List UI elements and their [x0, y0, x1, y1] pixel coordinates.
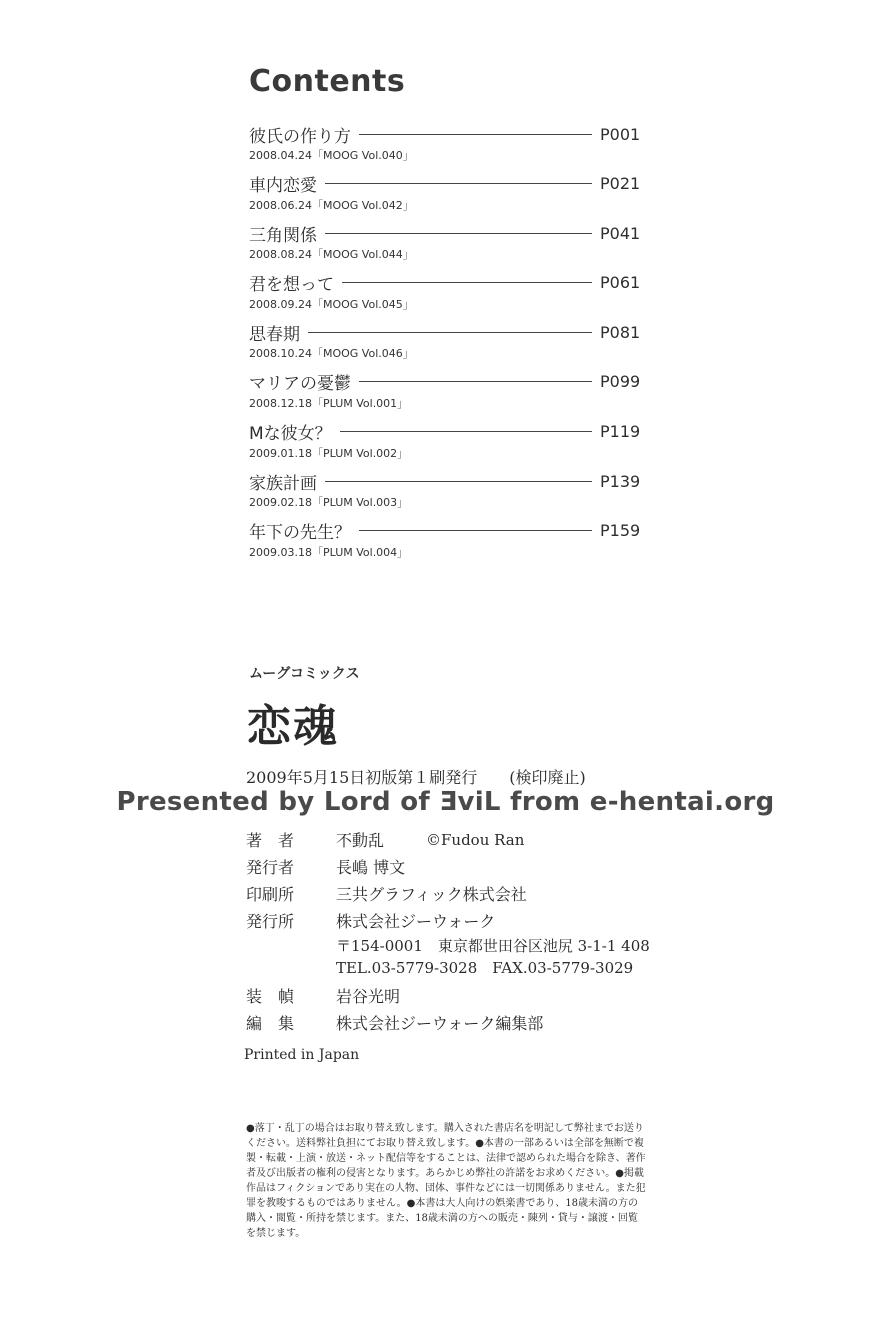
- toc-page-number: P099: [600, 372, 641, 392]
- toc-source: 2008.12.18「PLUM Vol.001」: [249, 396, 409, 410]
- colophon-row-phone: [246, 956, 650, 978]
- toc-source: 2008.08.24「MOOG Vol.044」: [249, 248, 414, 262]
- toc-story-title: 彼氏の作り方: [249, 126, 351, 147]
- colophon-row-address: [246, 934, 650, 956]
- toc-entry: [249, 122, 644, 172]
- toc-story-title: 君を想って: [249, 275, 334, 296]
- toc-leader-line: [359, 530, 592, 531]
- toc-story-title: Mな彼女？: [249, 424, 332, 445]
- issuer-phone: TEL.03-5779-3028 FAX.03-5779-3029: [336, 958, 634, 977]
- design-label: 装 幀: [246, 987, 295, 1006]
- toc-source: 2008.04.24「MOOG Vol.040」: [249, 149, 414, 162]
- toc-source: 2009.01.18「PLUM Vol.002」: [249, 446, 409, 460]
- table-of-contents: [249, 122, 644, 568]
- toc-source: 2008.09.24「MOOG Vol.045」: [249, 297, 414, 311]
- toc-entry: [249, 320, 644, 370]
- publisher-name: 長嶋 博文: [336, 858, 406, 877]
- issuer-address: 〒154-0001 東京都世田谷区池尻 3-1-1 408: [336, 936, 650, 955]
- legal-notice: ●落丁・乱丁の場合はお取り替え致します。購入された書店名を明記して弊社までお送りください。送料弊社負担にてお取り替え致します。●本書の一部あるいは全部を無断で複製・転載・上演・放送・ネット配信等をすることは、法律で認められた場合を除き、著作者及び出版者の権利の侵害となります。あらかじめ弊社の許諾をお求めください。●掲載作品はフィクションであり実在の人物、団体、事件などには一切関係ありません。また犯罪を教唆するものではありません。●本書は大人向けの娯楽書であり、18歳未満の方の購入・閲覧・所持を禁じます。また、18歳未満の方への販売・陳列・貸与・譲渡・回覧を禁じます。: [246, 1123, 646, 1239]
- toc-story-title: マリアの憂鬱: [249, 374, 351, 395]
- toc-leader-line: [325, 183, 592, 184]
- colophon-row-publisher: [246, 853, 650, 880]
- toc-story-title: 年下の先生？: [249, 523, 351, 544]
- toc-page-number: P159: [600, 521, 641, 541]
- colophon-row-issuer: [246, 907, 650, 934]
- toc-leader-line: [308, 332, 592, 333]
- author-name: 不動乱: [336, 831, 385, 850]
- toc-source: 2009.02.18「PLUM Vol.003」: [249, 496, 409, 510]
- toc-story-title: 思春期: [249, 324, 300, 345]
- toc-page-number: P081: [600, 322, 641, 342]
- toc-leader-line: [359, 134, 592, 135]
- issuer-name: 株式会社ジーウォーク: [336, 912, 496, 931]
- publisher-label: 発行者: [246, 858, 295, 877]
- toc-entry: [249, 420, 644, 470]
- editor-label: 編 集: [246, 1014, 295, 1033]
- toc-page-number: P041: [600, 223, 641, 243]
- watermark-text: Presented by Lord of ƎviL from e-hentai.org: [116, 787, 775, 817]
- toc-story-title: 家族計画: [249, 473, 317, 494]
- toc-leader-line: [325, 233, 592, 234]
- contents-heading: Contents: [249, 64, 406, 99]
- toc-page-number: P119: [600, 422, 641, 442]
- colophon-row-author: [246, 826, 650, 853]
- toc-page-number: P001: [600, 124, 641, 144]
- toc-entry: [249, 519, 644, 569]
- colophon-row-printer: [246, 880, 650, 907]
- toc-story-title: 三角関係: [249, 225, 317, 246]
- toc-leader-line: [359, 381, 592, 382]
- toc-story-title: 車内恋愛: [249, 176, 317, 197]
- toc-entry: [249, 469, 644, 519]
- copyright-notice: ©Fudou Ran: [426, 830, 525, 849]
- toc-source: 2008.06.24「MOOG Vol.042」: [249, 198, 414, 212]
- issuer-label: 発行所: [246, 912, 295, 931]
- publication-line: 2009年5月15日初版第１刷発行 (検印廃止): [246, 768, 586, 787]
- toc-source: 2009.03.18「PLUM Vol.004」: [249, 545, 409, 559]
- book-title: 恋魂: [247, 701, 339, 752]
- series-label: ムーグコミックス: [249, 666, 360, 682]
- colophon: [246, 826, 650, 1036]
- printer-name: 三共グラフィック株式会社: [336, 885, 527, 904]
- toc-page-number: P061: [600, 273, 641, 293]
- colophon-row-design: [246, 982, 650, 1009]
- toc-page-number: P139: [600, 471, 641, 491]
- printer-label: 印刷所: [246, 885, 295, 904]
- toc-entry: [249, 172, 644, 222]
- printed-in: Printed in Japan: [244, 1047, 360, 1063]
- toc-entry: [249, 370, 644, 420]
- toc-entry: [249, 221, 644, 271]
- toc-source: 2008.10.24「MOOG Vol.046」: [249, 347, 414, 361]
- toc-leader-line: [342, 282, 592, 283]
- author-label: 著 者: [246, 831, 295, 850]
- colophon-row-editor: [246, 1009, 650, 1036]
- toc-entry: [249, 271, 644, 321]
- toc-leader-line: [325, 481, 592, 482]
- toc-page-number: P021: [600, 174, 641, 194]
- editor-name: 株式会社ジーウォーク編集部: [336, 1014, 544, 1033]
- designer-name: 岩谷光明: [336, 987, 401, 1006]
- toc-leader-line: [340, 431, 592, 432]
